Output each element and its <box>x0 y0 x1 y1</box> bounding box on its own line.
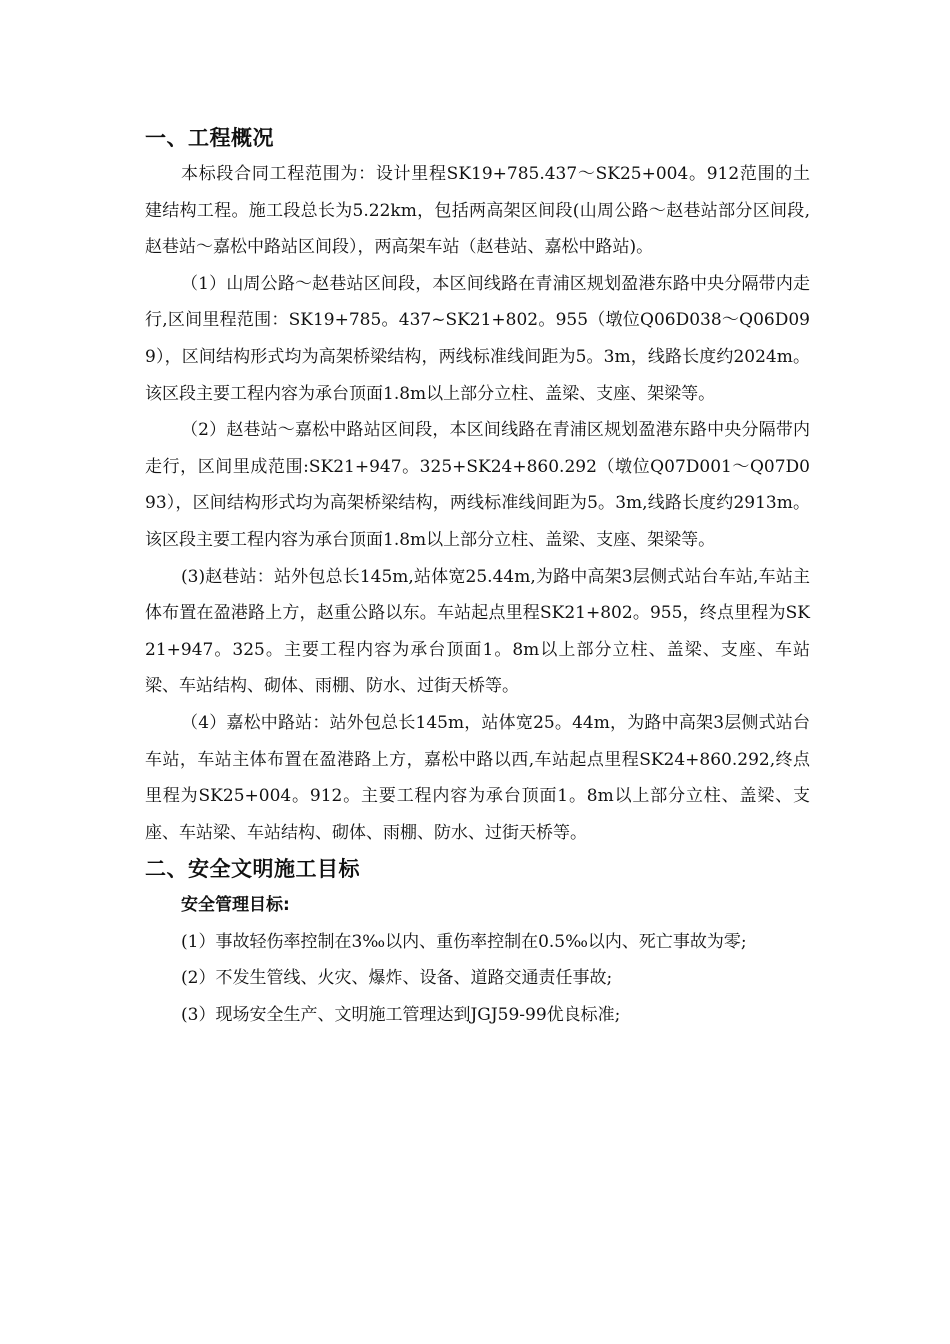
section-1-paragraph-4: （4）嘉松中路站：站外包总长145m，站体宽25。44m，为路中高架3层侧式站台车站，车站主体布置在盈港路上方，嘉松中路以西,车站起点里程SK24+860.292,终点里程为SK25+004。912。主要工程内容为承台顶面1。8m以上部分立柱、盖梁、支座、车站梁、车站结构、砌体、雨棚、防水、过街天桥等。 <box>145 712 810 843</box>
safety-goal-item-2: (2）不发生管线、火灾、爆炸、设备、道路交通责任事故; <box>181 968 613 989</box>
section-1-heading: 一、工程概况 <box>145 126 274 150</box>
section-1-paragraph-intro: 本标段合同工程范围为：设计里程SK19+785.437～SK25+004。912范围的土建结构工程。施工段总长为5.22km，包括两高架区间段(山周公路～赵巷站部分区间段,赵巷站～嘉松中路站区间段），两高架车站（赵巷站、嘉松中路站)。 <box>145 164 810 258</box>
document-page <box>145 120 810 1034</box>
safety-goal-item-3: (3）现场安全生产、文明施工管理达到JGJ59-99优良标准; <box>181 1005 621 1026</box>
safety-goal-subheading: 安全管理目标: <box>181 895 290 916</box>
section-2-heading: 二、安全文明施工目标 <box>145 857 360 882</box>
section-1-paragraph-2: （2）赵巷站～嘉松中路站区间段，本区间线路在青浦区规划盈港东路中央分隔带内走行，区间里成范围:SK21+947。325+SK24+860.292（墩位Q07D001～Q07D093），区间结构形式均为高架桥梁结构，两线标准线间距为5。3m,线路长度约2913m。该区段主要工程内容为承台顶面1.8m以上部分立柱、盖梁、支座、架梁等。 <box>145 420 810 550</box>
safety-goal-item-1: (1）事故轻伤率控制在3‰以内、重伤率控制在0.5‰以内、死亡事故为零; <box>181 931 747 952</box>
section-1-paragraph-3: (3)赵巷站：站外包总长145m,站体宽25.44m,为路中高架3层侧式站台车站,车站主体布置在盈港路上方，赵重公路以东。车站起点里程SK21+802。955，终点里程为SK21+947。325。主要工程内容为承台顶面1。8m以上部分立柱、盖梁、支座、车站梁、车站结构、砌体、雨棚、防水、过街天桥等。 <box>145 566 810 697</box>
section-1-paragraph-1: （1）山周公路～赵巷站区间段，本区间线路在青浦区规划盈港东路中央分隔带内走行,区间里程范围：SK19+785。437~SK21+802。955（墩位Q06D038～Q06D099），区间结构形式均为高架桥梁结构，两线标准线间距为5。3m，线路长度约2024m。该区段主要工程内容为承台顶面1.8m以上部分立柱、盖梁、支座、架梁等。 <box>145 273 810 404</box>
